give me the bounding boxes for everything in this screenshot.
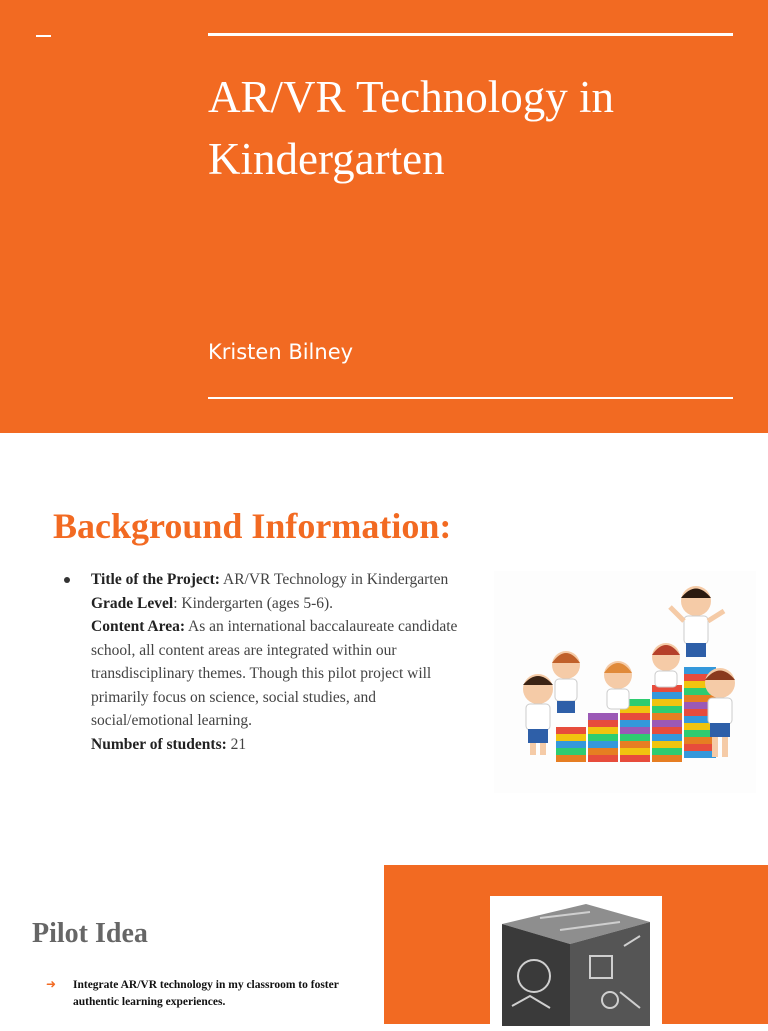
top-rule — [208, 33, 733, 36]
title-slide — [0, 0, 768, 433]
number-of-students-field — [91, 733, 475, 757]
pilot-idea-slide — [0, 865, 768, 1024]
project-info-list — [60, 568, 475, 756]
bullet-icon — [64, 577, 70, 583]
field-label: Grade Level — [91, 594, 174, 612]
content-area-field — [91, 615, 475, 733]
field-label: Number of students: — [91, 735, 227, 753]
field-value: As an international baccalaureate candidate school, all content areas are integrated within our transdisciplinary themes. Though this pilot project will primarily focus on science, social studies, and social/emotional learning. — [91, 618, 458, 729]
merge-cube-image — [490, 896, 662, 1026]
field-value: 21 — [226, 735, 247, 753]
background-heading: Background Information: — [53, 506, 452, 546]
dash-mark — [36, 35, 51, 37]
bottom-rule — [208, 397, 733, 399]
arrow-right-icon: ➜ — [46, 977, 57, 991]
project-title-field — [91, 568, 475, 592]
pilot-idea-heading: Pilot Idea — [32, 918, 148, 949]
author-name: Kristen Bilney — [208, 340, 354, 364]
pilot-idea-bullet: Integrate AR/VR technology in my classroom to foster authentic learning experiences. — [73, 979, 339, 1008]
field-value: : Kindergarten (ages 5-6). — [173, 594, 334, 612]
background-slide — [0, 433, 768, 865]
field-value: AR/VR Technology in Kindergarten — [219, 571, 449, 588]
orange-panel — [384, 865, 768, 1024]
field-label: Title of the Project: — [91, 571, 220, 588]
grade-level-field — [91, 592, 475, 616]
field-label: Content Area: — [91, 618, 185, 635]
presentation-title: AR/VR Technology in Kindergarten — [208, 72, 615, 184]
book-stacks — [556, 667, 716, 762]
kids-on-books-illustration — [494, 571, 756, 793]
